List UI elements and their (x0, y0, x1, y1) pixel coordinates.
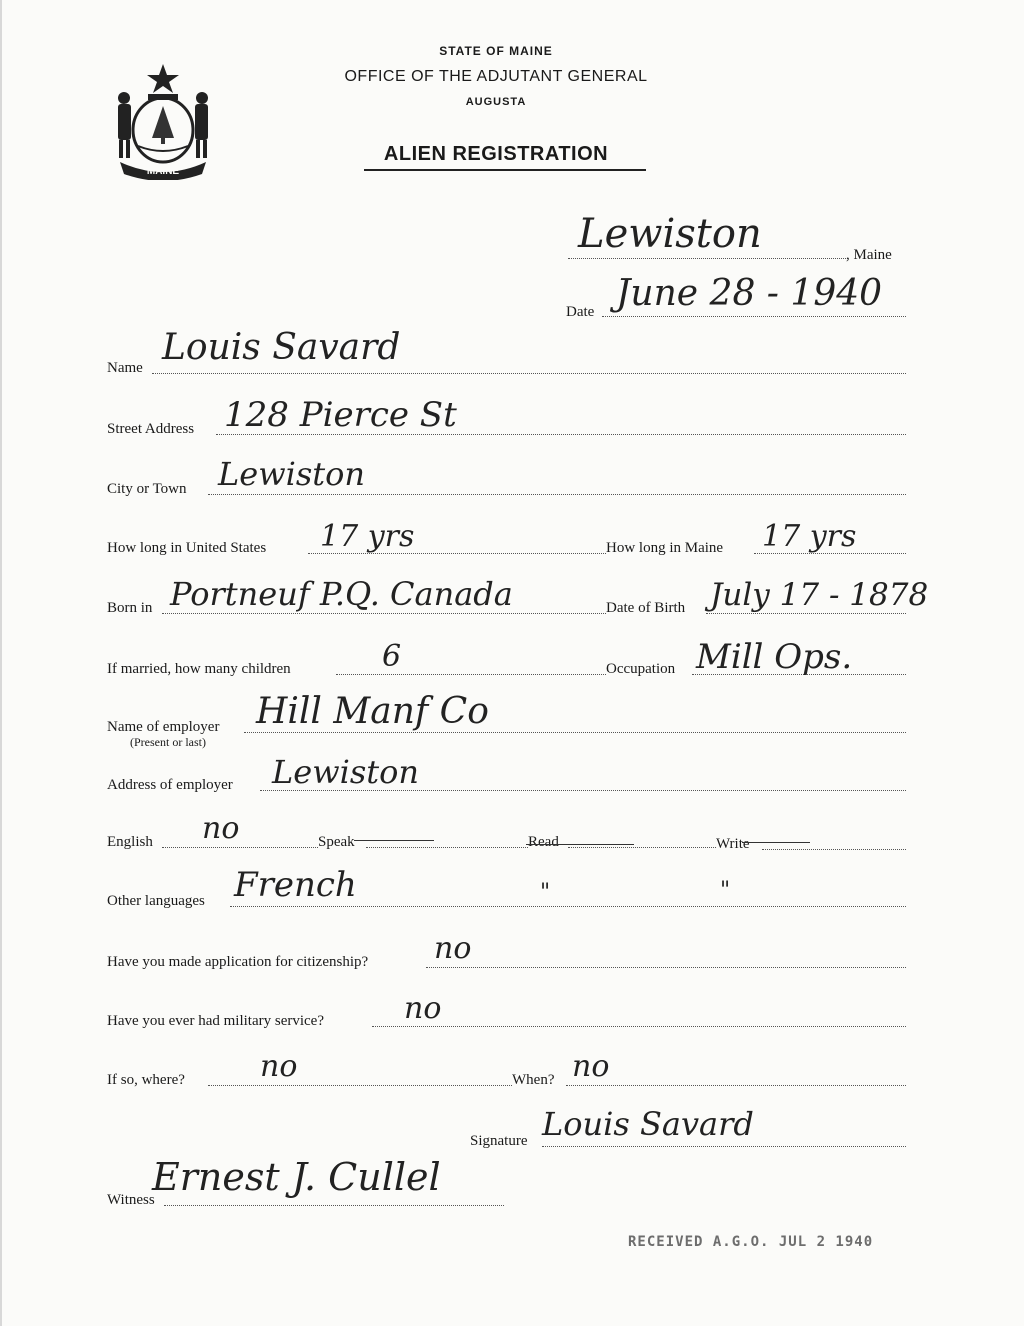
write-label: Write (716, 836, 750, 852)
title-underline (364, 169, 646, 171)
children-value: 6 (382, 639, 402, 674)
citizenship-value: no (434, 931, 472, 966)
date-label: Date (566, 304, 595, 320)
place-line (568, 258, 846, 259)
citizenship-label: Have you made application for citizenship? (107, 954, 369, 970)
us-years-label: How long in United States (107, 540, 267, 556)
born-label: Born in (107, 600, 153, 616)
state-seal-icon (110, 58, 216, 180)
place-suffix: , Maine (846, 247, 892, 263)
employer-address-value: Lewiston (272, 753, 419, 791)
born-value: Portneuf P.Q. Canada (170, 575, 513, 613)
when-value: no (572, 1049, 610, 1084)
english-line (162, 847, 318, 848)
city-line (208, 494, 906, 495)
military-line (372, 1026, 906, 1027)
citizenship-line (426, 967, 906, 968)
street-value: 128 Pierce St (224, 395, 457, 435)
occupation-label: Occupation (606, 661, 676, 677)
when-label: When? (512, 1072, 555, 1088)
witness-line (164, 1205, 504, 1206)
dob-label: Date of Birth (606, 600, 686, 616)
read-label: Read (528, 834, 559, 850)
where-label: If so, where? (107, 1072, 185, 1088)
city-label: City or Town (107, 481, 187, 497)
employer-label: Name of employer (107, 719, 220, 735)
ditto-read: " (540, 880, 551, 905)
city-value: Lewiston (218, 455, 365, 493)
ditto-write: " (720, 878, 731, 903)
us-years-value: 17 yrs (320, 519, 415, 554)
write-strike (742, 842, 810, 843)
header-office: OFFICE OF THE ADJUTANT GENERAL (344, 68, 648, 85)
military-label: Have you ever had military service? (107, 1013, 324, 1029)
read-line (568, 847, 716, 848)
place-value: Lewiston (578, 211, 762, 257)
seal-ribbon-text: MAINE (146, 166, 180, 177)
english-value: no (202, 811, 240, 846)
speak-line (366, 847, 528, 848)
when-line (566, 1085, 906, 1086)
write-line (762, 849, 906, 850)
dob-value: July 17 - 1878 (710, 577, 929, 613)
name-value: Louis Savard (162, 327, 401, 368)
children-line (336, 674, 606, 675)
english-label: English (107, 834, 153, 850)
form-title: ALIEN REGISTRATION (383, 143, 609, 165)
street-label: Street Address (107, 421, 195, 437)
other-languages-value: French (234, 865, 357, 905)
signature-value: Louis Savard (542, 1105, 754, 1143)
military-value: no (404, 991, 442, 1026)
witness-label: Witness (107, 1192, 155, 1208)
received-stamp: RECEIVED A.G.O. JUL 2 1940 (628, 1234, 874, 1250)
header-city: AUGUSTA (465, 96, 527, 108)
header-state: STATE OF MAINE (439, 44, 553, 58)
employer-value: Hill Manf Co (256, 691, 489, 732)
speak-label: Speak (318, 834, 355, 850)
other-languages-label: Other languages (107, 893, 205, 909)
signature-line (542, 1146, 906, 1147)
born-line (162, 613, 606, 614)
maine-years-value: 17 yrs (762, 519, 857, 554)
witness-value: Ernest J. Cullel (152, 1155, 441, 1199)
children-label: If married, how many children (107, 661, 291, 677)
signature-label: Signature (470, 1133, 528, 1149)
employer-line (244, 732, 906, 733)
employer-address-label: Address of employer (107, 777, 233, 793)
where-value: no (260, 1049, 298, 1084)
name-label: Name (107, 360, 143, 376)
employer-sublabel: (Present or last) (130, 735, 206, 749)
name-line (152, 373, 906, 374)
dob-line (706, 613, 906, 614)
date-line (602, 316, 906, 317)
speak-strike (354, 840, 434, 841)
date-value: June 28 - 1940 (616, 273, 883, 314)
other-languages-line (230, 906, 906, 907)
maine-years-label: How long in Maine (606, 540, 724, 556)
occupation-value: Mill Ops. (696, 637, 853, 677)
read-strike (526, 844, 634, 845)
where-line (208, 1085, 512, 1086)
